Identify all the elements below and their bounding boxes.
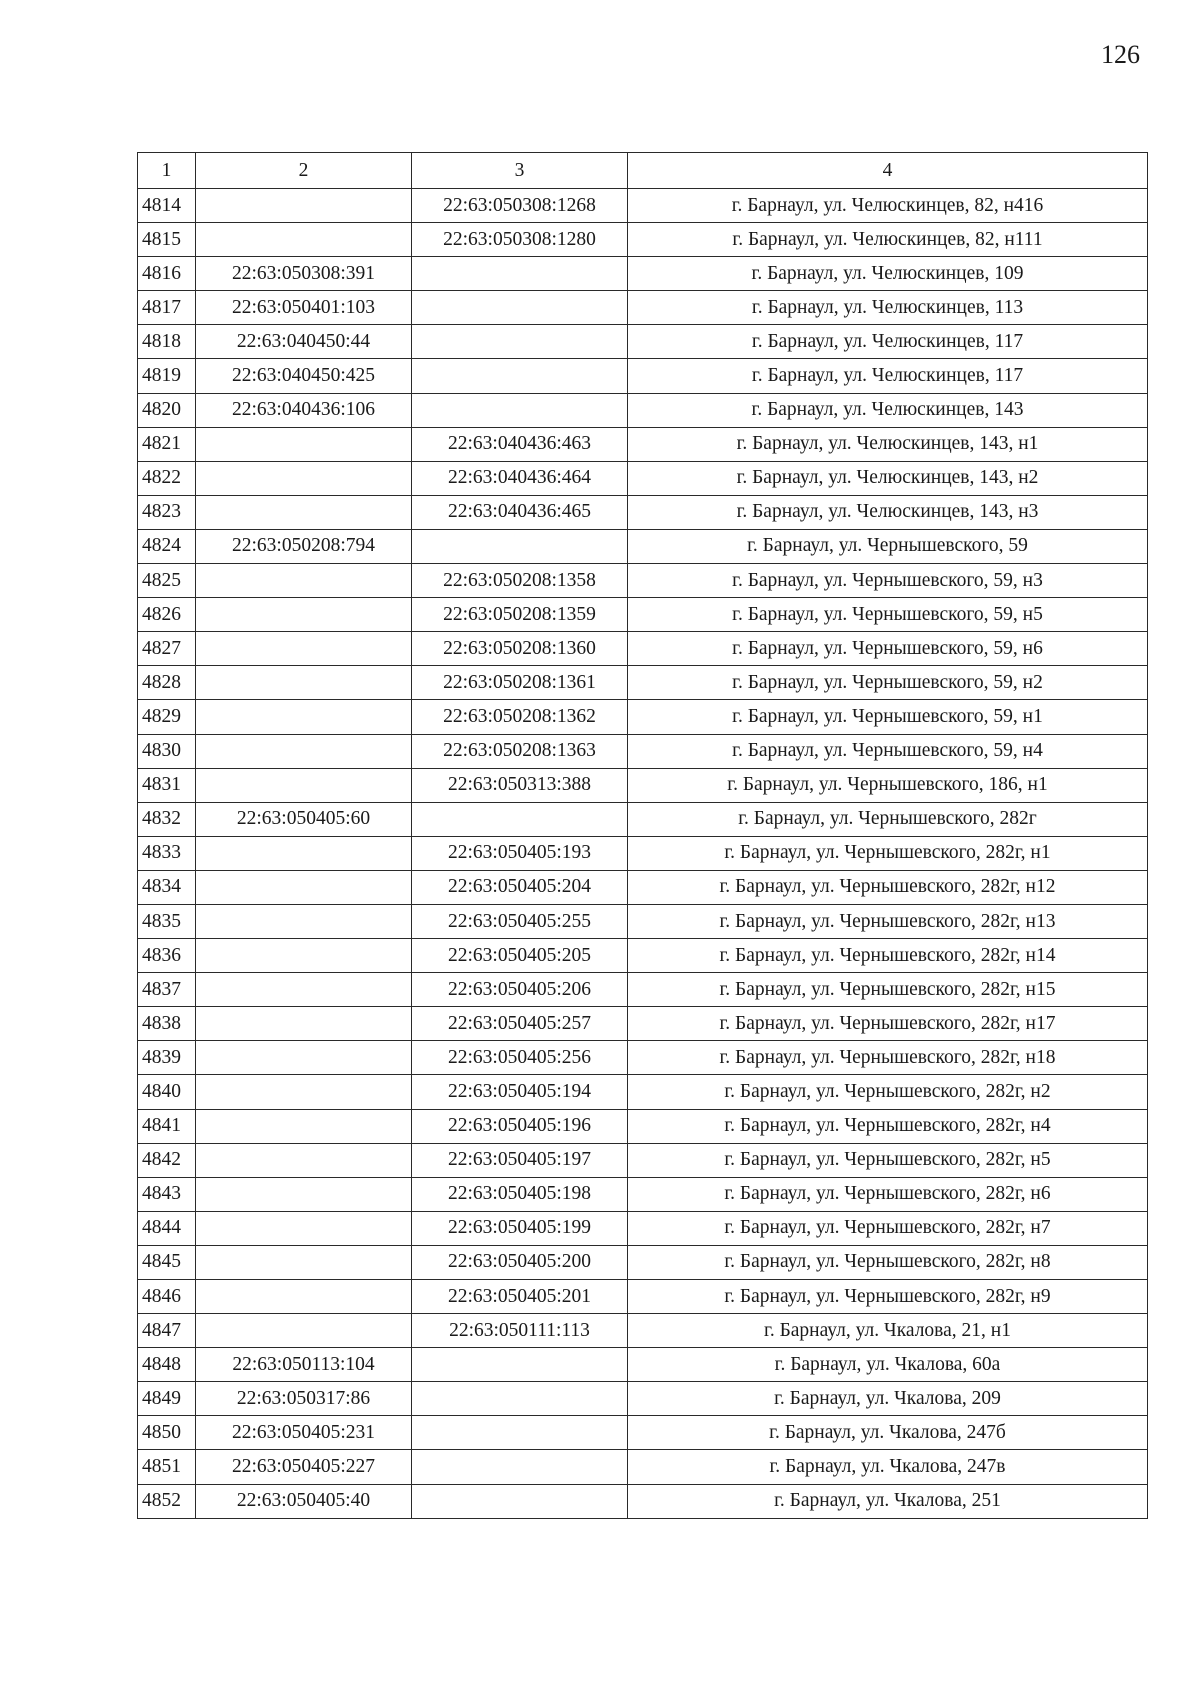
registry-table (137, 152, 1148, 1519)
cell-cadastral-number-premises: 22:63:050208:1363 (412, 734, 628, 768)
cell-cadastral-number-parcel (196, 632, 412, 666)
cell-cadastral-number-parcel: 22:63:050401:103 (196, 291, 412, 325)
cell-row-number: 4847 (138, 1314, 196, 1348)
cell-row-number: 4832 (138, 802, 196, 836)
cell-cadastral-number-parcel (196, 768, 412, 802)
table-row (138, 1314, 1148, 1348)
table-row (138, 1382, 1148, 1416)
table-row (138, 359, 1148, 393)
cell-cadastral-number-premises (412, 802, 628, 836)
cell-row-number: 4845 (138, 1245, 196, 1279)
cell-row-number: 4821 (138, 427, 196, 461)
cell-address: г. Барнаул, ул. Чернышевского, 282г, н1 (628, 836, 1148, 870)
cell-cadastral-number-parcel (196, 734, 412, 768)
cell-cadastral-number-premises: 22:63:050405:255 (412, 904, 628, 938)
cell-cadastral-number-parcel (196, 973, 412, 1007)
table-row (138, 495, 1148, 529)
cell-cadastral-number-parcel (196, 1314, 412, 1348)
cell-cadastral-number-parcel (196, 1280, 412, 1314)
cell-row-number: 4818 (138, 325, 196, 359)
cell-row-number: 4822 (138, 461, 196, 495)
cell-cadastral-number-parcel (196, 904, 412, 938)
cell-address: г. Барнаул, ул. Чкалова, 247в (628, 1450, 1148, 1484)
cell-address: г. Барнаул, ул. Чернышевского, 59, н3 (628, 564, 1148, 598)
cell-cadastral-number-parcel: 22:63:050405:227 (196, 1450, 412, 1484)
header-row (138, 153, 1148, 189)
cell-cadastral-number-premises (412, 291, 628, 325)
table-row (138, 632, 1148, 666)
cell-row-number: 4836 (138, 939, 196, 973)
cell-cadastral-number-parcel: 22:63:040436:106 (196, 393, 412, 427)
cell-row-number: 4830 (138, 734, 196, 768)
cell-address: г. Барнаул, ул. Чернышевского, 282г, н13 (628, 904, 1148, 938)
table-row (138, 870, 1148, 904)
cell-address: г. Барнаул, ул. Чернышевского, 59, н4 (628, 734, 1148, 768)
cell-row-number: 4850 (138, 1416, 196, 1450)
cell-address: г. Барнаул, ул. Чернышевского, 59, н6 (628, 632, 1148, 666)
cell-cadastral-number-parcel (196, 1109, 412, 1143)
cell-address: г. Барнаул, ул. Чернышевского, 282г, н14 (628, 939, 1148, 973)
table-body (138, 189, 1148, 1519)
table-row (138, 973, 1148, 1007)
cell-row-number: 4837 (138, 973, 196, 1007)
cell-cadastral-number-parcel (196, 666, 412, 700)
cell-cadastral-number-premises: 22:63:050405:257 (412, 1007, 628, 1041)
cell-cadastral-number-parcel (196, 564, 412, 598)
table-row (138, 564, 1148, 598)
cell-address: г. Барнаул, ул. Челюскинцев, 143, н2 (628, 461, 1148, 495)
header-col-2: 2 (196, 153, 412, 189)
cell-address: г. Барнаул, ул. Челюскинцев, 82, н111 (628, 223, 1148, 257)
table-row (138, 1007, 1148, 1041)
table-row (138, 700, 1148, 734)
cell-row-number: 4834 (138, 870, 196, 904)
cell-cadastral-number-premises (412, 529, 628, 563)
table-row (138, 257, 1148, 291)
cell-cadastral-number-premises: 22:63:050111:113 (412, 1314, 628, 1348)
cell-cadastral-number-parcel (196, 1041, 412, 1075)
cell-row-number: 4831 (138, 768, 196, 802)
cell-cadastral-number-premises (412, 1382, 628, 1416)
cell-cadastral-number-premises (412, 1484, 628, 1518)
cell-address: г. Барнаул, ул. Чернышевского, 282г, н18 (628, 1041, 1148, 1075)
cell-cadastral-number-parcel (196, 427, 412, 461)
table-row (138, 1245, 1148, 1279)
cell-cadastral-number-parcel (196, 189, 412, 223)
table-row (138, 598, 1148, 632)
table-row (138, 1109, 1148, 1143)
cell-cadastral-number-premises: 22:63:050208:1360 (412, 632, 628, 666)
cell-address: г. Барнаул, ул. Чернышевского, 282г, н9 (628, 1280, 1148, 1314)
table-row (138, 1075, 1148, 1109)
cell-address: г. Барнаул, ул. Чернышевского, 282г, н2 (628, 1075, 1148, 1109)
cell-row-number: 4817 (138, 291, 196, 325)
cell-address: г. Барнаул, ул. Чернышевского, 59, н1 (628, 700, 1148, 734)
cell-address: г. Барнаул, ул. Чернышевского, 59, н2 (628, 666, 1148, 700)
cell-cadastral-number-parcel (196, 700, 412, 734)
table-row (138, 1177, 1148, 1211)
cell-cadastral-number-parcel (196, 1177, 412, 1211)
cell-row-number: 4848 (138, 1348, 196, 1382)
table-row (138, 1280, 1148, 1314)
table-row (138, 1484, 1148, 1518)
page-number: 126 (1101, 40, 1140, 69)
cell-address: г. Барнаул, ул. Челюскинцев, 109 (628, 257, 1148, 291)
cell-cadastral-number-parcel: 22:63:050308:391 (196, 257, 412, 291)
cell-cadastral-number-premises (412, 359, 628, 393)
cell-address: г. Барнаул, ул. Чернышевского, 282г, н8 (628, 1245, 1148, 1279)
cell-cadastral-number-parcel (196, 1075, 412, 1109)
cell-row-number: 4816 (138, 257, 196, 291)
cell-cadastral-number-parcel (196, 1245, 412, 1279)
cell-row-number: 4852 (138, 1484, 196, 1518)
cell-address: г. Барнаул, ул. Челюскинцев, 113 (628, 291, 1148, 325)
cell-cadastral-number-premises (412, 393, 628, 427)
cell-cadastral-number-premises: 22:63:050405:256 (412, 1041, 628, 1075)
cell-cadastral-number-parcel (196, 1211, 412, 1245)
cell-row-number: 4840 (138, 1075, 196, 1109)
cell-cadastral-number-premises: 22:63:050313:388 (412, 768, 628, 802)
cell-address: г. Барнаул, ул. Чернышевского, 282г, н6 (628, 1177, 1148, 1211)
cell-cadastral-number-premises (412, 1416, 628, 1450)
cell-row-number: 4849 (138, 1382, 196, 1416)
cell-cadastral-number-premises (412, 325, 628, 359)
cell-address: г. Барнаул, ул. Чернышевского, 282г, н12 (628, 870, 1148, 904)
cell-cadastral-number-premises: 22:63:050405:206 (412, 973, 628, 1007)
cell-row-number: 4824 (138, 529, 196, 563)
cell-cadastral-number-premises: 22:63:040436:465 (412, 495, 628, 529)
cell-cadastral-number-parcel: 22:63:050317:86 (196, 1382, 412, 1416)
cell-address: г. Барнаул, ул. Челюскинцев, 143, н1 (628, 427, 1148, 461)
cell-address: г. Барнаул, ул. Челюскинцев, 143 (628, 393, 1148, 427)
cell-cadastral-number-parcel: 22:63:050405:60 (196, 802, 412, 836)
cell-row-number: 4844 (138, 1211, 196, 1245)
cell-address: г. Барнаул, ул. Челюскинцев, 143, н3 (628, 495, 1148, 529)
cell-address: г. Барнаул, ул. Чернышевского, 59, н5 (628, 598, 1148, 632)
cell-address: г. Барнаул, ул. Чернышевского, 59 (628, 529, 1148, 563)
cell-cadastral-number-premises: 22:63:040436:464 (412, 461, 628, 495)
table-row (138, 325, 1148, 359)
cell-cadastral-number-premises: 22:63:050405:204 (412, 870, 628, 904)
cell-cadastral-number-parcel (196, 1143, 412, 1177)
cell-row-number: 4829 (138, 700, 196, 734)
table-row (138, 802, 1148, 836)
cell-cadastral-number-premises: 22:63:050405:205 (412, 939, 628, 973)
cell-address: г. Барнаул, ул. Чкалова, 209 (628, 1382, 1148, 1416)
cell-cadastral-number-premises: 22:63:050208:1358 (412, 564, 628, 598)
cell-row-number: 4835 (138, 904, 196, 938)
table-row (138, 1348, 1148, 1382)
table-row (138, 1211, 1148, 1245)
cell-cadastral-number-premises: 22:63:050405:194 (412, 1075, 628, 1109)
cell-row-number: 4842 (138, 1143, 196, 1177)
cell-cadastral-number-premises: 22:63:040436:463 (412, 427, 628, 461)
cell-cadastral-number-parcel (196, 223, 412, 257)
table-row (138, 189, 1148, 223)
header-col-4: 4 (628, 153, 1148, 189)
table-row (138, 223, 1148, 257)
table-row (138, 939, 1148, 973)
cell-address: г. Барнаул, ул. Чернышевского, 282г, н5 (628, 1143, 1148, 1177)
table-row (138, 1416, 1148, 1450)
cell-address: г. Барнаул, ул. Чернышевского, 282г (628, 802, 1148, 836)
header-col-1: 1 (138, 153, 196, 189)
cell-cadastral-number-premises: 22:63:050405:199 (412, 1211, 628, 1245)
cell-row-number: 4825 (138, 564, 196, 598)
cell-cadastral-number-parcel: 22:63:040450:44 (196, 325, 412, 359)
cell-cadastral-number-premises: 22:63:050208:1361 (412, 666, 628, 700)
cell-cadastral-number-premises: 22:63:050405:201 (412, 1280, 628, 1314)
cell-row-number: 4814 (138, 189, 196, 223)
cell-cadastral-number-premises: 22:63:050405:200 (412, 1245, 628, 1279)
table-row (138, 1041, 1148, 1075)
cell-cadastral-number-parcel (196, 836, 412, 870)
cell-cadastral-number-parcel: 22:63:050405:40 (196, 1484, 412, 1518)
table-row (138, 904, 1148, 938)
cell-cadastral-number-premises: 22:63:050405:198 (412, 1177, 628, 1211)
cell-cadastral-number-premises (412, 1450, 628, 1484)
cell-cadastral-number-parcel (196, 870, 412, 904)
cell-cadastral-number-premises: 22:63:050405:193 (412, 836, 628, 870)
table-row (138, 768, 1148, 802)
cell-address: г. Барнаул, ул. Чкалова, 247б (628, 1416, 1148, 1450)
cell-cadastral-number-parcel: 22:63:050208:794 (196, 529, 412, 563)
table-row (138, 1450, 1148, 1484)
table-row (138, 427, 1148, 461)
cell-address: г. Барнаул, ул. Чкалова, 251 (628, 1484, 1148, 1518)
cell-cadastral-number-parcel (196, 939, 412, 973)
cell-address: г. Барнаул, ул. Чернышевского, 282г, н7 (628, 1211, 1148, 1245)
cell-row-number: 4839 (138, 1041, 196, 1075)
cell-address: г. Барнаул, ул. Челюскинцев, 117 (628, 359, 1148, 393)
cell-cadastral-number-premises: 22:63:050405:196 (412, 1109, 628, 1143)
cell-cadastral-number-premises: 22:63:050308:1280 (412, 223, 628, 257)
cell-row-number: 4826 (138, 598, 196, 632)
table-row (138, 461, 1148, 495)
cell-row-number: 4841 (138, 1109, 196, 1143)
cell-row-number: 4823 (138, 495, 196, 529)
table-row (138, 666, 1148, 700)
cell-address: г. Барнаул, ул. Челюскинцев, 117 (628, 325, 1148, 359)
cell-cadastral-number-parcel: 22:63:050405:231 (196, 1416, 412, 1450)
cell-row-number: 4851 (138, 1450, 196, 1484)
cell-row-number: 4843 (138, 1177, 196, 1211)
cell-row-number: 4833 (138, 836, 196, 870)
cell-address: г. Барнаул, ул. Чернышевского, 282г, н17 (628, 1007, 1148, 1041)
cell-cadastral-number-premises (412, 1348, 628, 1382)
cell-cadastral-number-premises: 22:63:050208:1359 (412, 598, 628, 632)
cell-address: г. Барнаул, ул. Чернышевского, 186, н1 (628, 768, 1148, 802)
cell-row-number: 4815 (138, 223, 196, 257)
cell-row-number: 4820 (138, 393, 196, 427)
cell-address: г. Барнаул, ул. Чернышевского, 282г, н4 (628, 1109, 1148, 1143)
table-row (138, 393, 1148, 427)
cell-cadastral-number-parcel (196, 461, 412, 495)
cell-cadastral-number-parcel (196, 1007, 412, 1041)
cell-address: г. Барнаул, ул. Чкалова, 60а (628, 1348, 1148, 1382)
cell-cadastral-number-parcel (196, 495, 412, 529)
cell-cadastral-number-parcel: 22:63:050113:104 (196, 1348, 412, 1382)
cell-cadastral-number-parcel: 22:63:040450:425 (196, 359, 412, 393)
cell-row-number: 4827 (138, 632, 196, 666)
cell-cadastral-number-parcel (196, 598, 412, 632)
cell-row-number: 4828 (138, 666, 196, 700)
cell-row-number: 4838 (138, 1007, 196, 1041)
cell-cadastral-number-premises: 22:63:050208:1362 (412, 700, 628, 734)
cell-row-number: 4846 (138, 1280, 196, 1314)
table-row (138, 529, 1148, 563)
table-row (138, 836, 1148, 870)
cell-address: г. Барнаул, ул. Чернышевского, 282г, н15 (628, 973, 1148, 1007)
cell-cadastral-number-premises: 22:63:050405:197 (412, 1143, 628, 1177)
header-col-3: 3 (412, 153, 628, 189)
cell-address: г. Барнаул, ул. Чкалова, 21, н1 (628, 1314, 1148, 1348)
cell-cadastral-number-premises (412, 257, 628, 291)
table-row (138, 734, 1148, 768)
cell-cadastral-number-premises: 22:63:050308:1268 (412, 189, 628, 223)
table-row (138, 291, 1148, 325)
cell-address: г. Барнаул, ул. Челюскинцев, 82, н416 (628, 189, 1148, 223)
table-row (138, 1143, 1148, 1177)
cell-row-number: 4819 (138, 359, 196, 393)
table-header (138, 153, 1148, 189)
